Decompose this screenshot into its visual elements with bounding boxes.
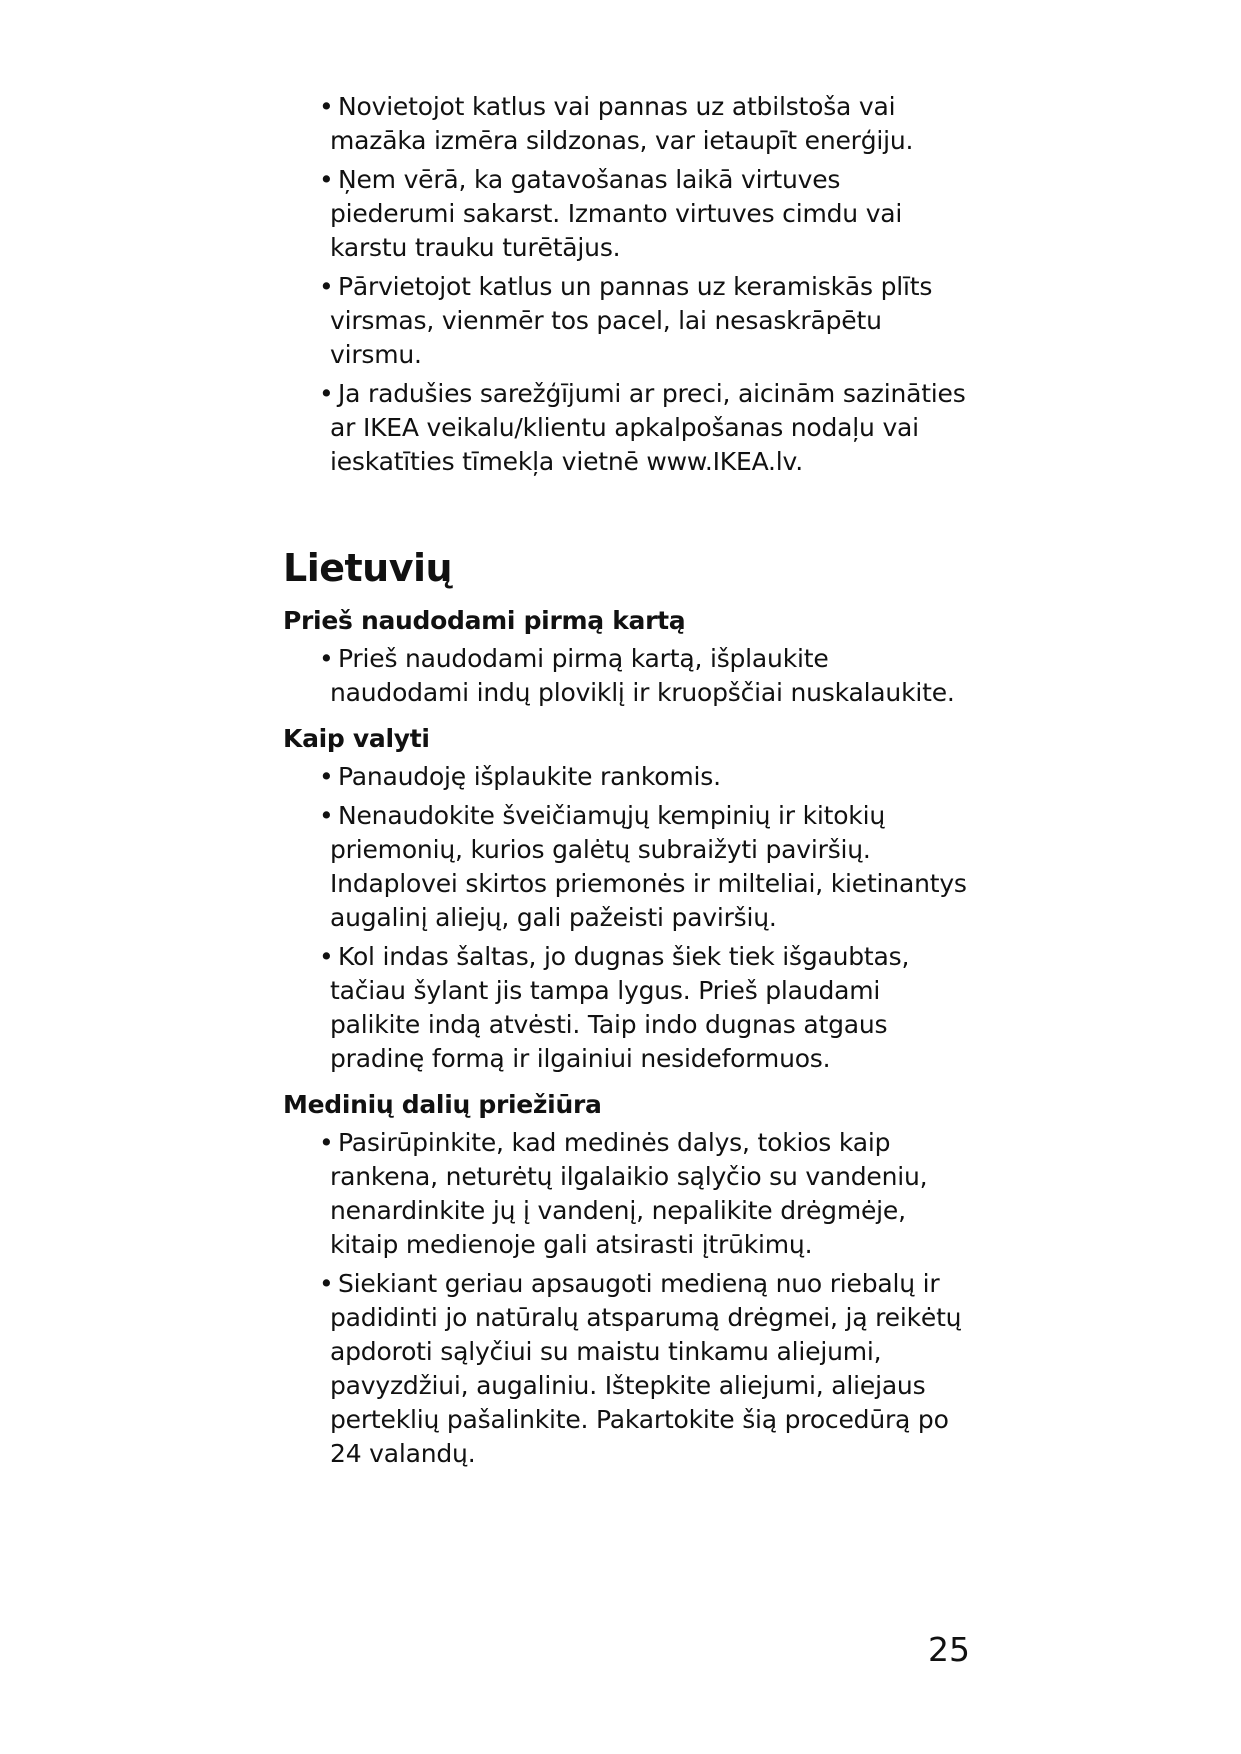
language-heading: Lietuvių: [283, 546, 453, 590]
section-heading-first-use: Prieš naudodami pirmą kartą: [283, 606, 686, 635]
list-item: [283, 90, 973, 158]
bullet-icon: •: [319, 942, 334, 971]
intro-bullet-list: [283, 90, 973, 479]
bullet-text: Novietojot katlus vai pannas uz atbilstoša vai mazāka izmēra sildzonas, var ietaupīt enerģiju.: [330, 92, 914, 155]
list-item: [283, 642, 973, 710]
text-column: [283, 90, 973, 1476]
bullet-icon: •: [319, 379, 334, 408]
cleaning-bullet-list: [283, 760, 973, 1076]
bullet-text: Ņem vērā, ka gatavošanas laikā virtuves piederumi sakarst. Izmanto virtuves cimdu vai karstu trauku turētājus.: [330, 165, 903, 262]
list-item: [283, 1267, 973, 1471]
bullet-icon: •: [319, 762, 334, 791]
list-item: [283, 1126, 973, 1262]
bullet-text: Nenaudokite šveičiamųjų kempinių ir kitokių priemonių, kurios galėtų subraižyti paviršių. Indaplovei skirtos priemonės ir milteliai, kietinantys augalinį aliejų, gali pažeisti paviršių.: [330, 801, 967, 932]
bullet-icon: •: [319, 92, 334, 121]
section-heading-cleaning: Kaip valyti: [283, 724, 430, 753]
bullet-icon: •: [319, 165, 334, 194]
list-item: [283, 163, 973, 265]
bullet-text: Prieš naudodami pirmą kartą, išplaukite naudodami indų ploviklį ir kruopščiai nuskalaukite.: [330, 644, 955, 707]
bullet-icon: •: [319, 1128, 334, 1157]
bullet-icon: •: [319, 272, 334, 301]
bullet-text: Kol indas šaltas, jo dugnas šiek tiek išgaubtas, tačiau šylant jis tampa lygus. Prieš plaudami palikite indą atvėsti. Taip indo dugnas atgaus pradinę formą ir ilgainiui nesideformuos.: [330, 942, 910, 1073]
bullet-text: Pasirūpinkite, kad medinės dalys, tokios kaip rankena, neturėtų ilgalaikio sąlyčio su vandeniu, nenardinkite jų į vandenį, nepalikite drėgmėje, kitaip medienoje gali atsirasti įtrūkimų.: [330, 1128, 928, 1259]
page-number: 25: [928, 1630, 970, 1669]
list-item: [283, 377, 973, 479]
list-item: [283, 799, 973, 935]
list-item: [283, 940, 973, 1076]
bullet-text: Panaudoję išplaukite rankomis.: [338, 762, 721, 791]
wood-care-bullet-list: [283, 1126, 973, 1471]
bullet-text: Ja radušies sarežģījumi ar preci, aicinām sazināties ar IKEA veikalu/klientu apkalpošanas nodaļu vai ieskatīties tīmekļa vietnē www.IKEA.lv.: [330, 379, 966, 476]
bullet-text: Pārvietojot katlus un pannas uz keramiskās plīts virsmas, vienmēr tos pacel, lai nesaskrāpētu virsmu.: [330, 272, 933, 369]
bullet-icon: •: [319, 801, 334, 830]
list-item: [283, 760, 973, 794]
first-use-bullet-list: [283, 642, 973, 710]
list-item: [283, 270, 973, 372]
bullet-text: Siekiant geriau apsaugoti medieną nuo riebalų ir padidinti jo natūralų atsparumą drėgmei, ją reikėtų apdoroti sąlyčiui su maistu tinkamu aliejumi, pavyzdžiui, augaliniu. Ištepkite aliejumi, aliejaus perteklių pašalinkite. Pakartokite šią procedūrą po 24 valandų.: [330, 1269, 962, 1468]
bullet-icon: •: [319, 644, 334, 673]
section-heading-wood-care: Medinių dalių priežiūra: [283, 1090, 602, 1119]
bullet-icon: •: [319, 1269, 334, 1298]
